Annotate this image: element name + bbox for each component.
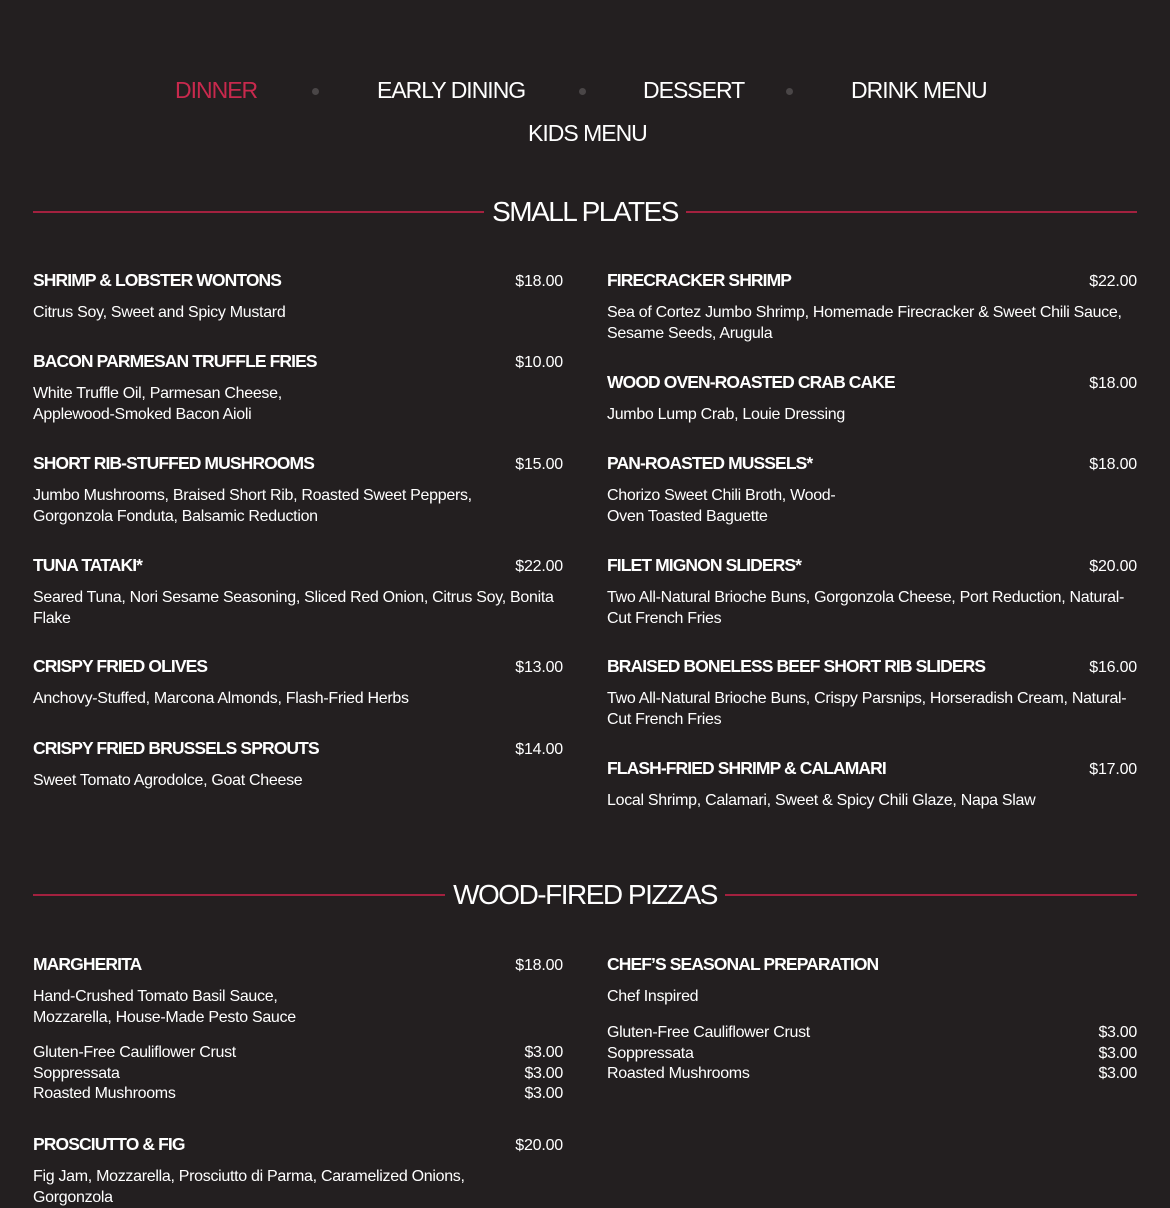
addon-row [33, 1084, 563, 1105]
addon-row [607, 1023, 1137, 1044]
item-description: Seared Tuna, Nori Sesame Seasoning, Sliced Red Onion, Citrus Soy, Bonita Flake [33, 589, 554, 627]
item-name: CRISPY FRIED OLIVES [33, 656, 208, 676]
item-price: $22.00 [515, 558, 563, 575]
addon-list [33, 1043, 563, 1105]
nav-separator-dot [786, 88, 793, 95]
item-price: $20.00 [1089, 558, 1137, 575]
menu-item [33, 270, 563, 324]
item-price: $17.00 [1089, 761, 1137, 778]
nav-dessert[interactable]: DESSERT [643, 77, 745, 103]
menu-item [33, 954, 563, 1028]
menu-item [607, 758, 1137, 812]
menu-item [607, 270, 1137, 344]
nav-dinner[interactable]: DINNER [175, 77, 258, 103]
item-name: CHEF’S SEASONAL PREPARATION [607, 954, 879, 974]
item-price: $14.00 [515, 741, 563, 758]
item-price: $22.00 [1089, 273, 1137, 290]
addon-label: Gluten-Free Cauliflower Crust [607, 1024, 810, 1041]
nav-early-dining[interactable]: EARLY DINING [377, 77, 526, 103]
menu-item [33, 1134, 563, 1208]
item-description: Two All-Natural Brioche Buns, Crispy Parsnips, Horseradish Cream, Natural-Cut French Fries [607, 690, 1127, 728]
item-description: Jumbo Lump Crab, Louie Dressing [607, 406, 845, 423]
addon-row [607, 1064, 1137, 1085]
item-name: PAN-ROASTED MUSSELS* [607, 453, 813, 473]
menu-item [607, 453, 1137, 527]
divider-line [33, 211, 484, 213]
menu-item [607, 656, 1137, 730]
item-name: FLASH-FRIED SHRIMP & CALAMARI [607, 758, 886, 778]
menu-item [33, 738, 563, 792]
menu-item [607, 555, 1137, 629]
item-description: Citrus Soy, Sweet and Spicy Mustard [33, 304, 286, 321]
item-name: FILET MIGNON SLIDERS* [607, 555, 802, 575]
menu-item [33, 555, 563, 629]
item-price: $13.00 [515, 659, 563, 676]
item-description: White Truffle Oil, Parmesan Cheese, Applewood-Smoked Bacon Aioli [33, 385, 282, 423]
item-description: Fig Jam, Mozzarella, Prosciutto di Parma, Caramelized Onions, Gorgonzola [33, 1168, 465, 1206]
item-price: $18.00 [1089, 375, 1137, 392]
addon-row [607, 1044, 1137, 1065]
item-description: Hand-Crushed Tomato Basil Sauce, Mozzarella, House-Made Pesto Sauce [33, 988, 296, 1026]
addon-price: $3.00 [524, 1085, 563, 1102]
item-price: $20.00 [515, 1137, 563, 1154]
item-description: Chorizo Sweet Chili Broth, Wood-Oven Toasted Baguette [607, 487, 836, 525]
addon-row [33, 1043, 563, 1064]
menu-item [607, 372, 1137, 426]
divider-line [686, 211, 1137, 213]
addon-price: $3.00 [524, 1044, 563, 1061]
item-description: Local Shrimp, Calamari, Sweet & Spicy Chili Glaze, Napa Slaw [607, 792, 1036, 809]
menu-item [33, 453, 563, 527]
item-name: WOOD OVEN-ROASTED CRAB CAKE [607, 372, 895, 392]
addon-price: $3.00 [1098, 1065, 1137, 1082]
nav-drink-menu[interactable]: DRINK MENU [851, 77, 987, 103]
addon-label: Gluten-Free Cauliflower Crust [33, 1044, 236, 1061]
item-name: TUNA TATAKI* [33, 555, 143, 575]
nav-kids-menu[interactable]: KIDS MENU [528, 120, 647, 146]
item-name: CRISPY FRIED BRUSSELS SPROUTS [33, 738, 319, 758]
menu-item [33, 351, 563, 425]
item-description: Anchovy-Stuffed, Marcona Almonds, Flash-Fried Herbs [33, 690, 409, 707]
item-name: MARGHERITA [33, 954, 142, 974]
addon-list [607, 1023, 1137, 1085]
addon-row [33, 1064, 563, 1085]
menu-item [607, 954, 1137, 1008]
item-price: $10.00 [515, 354, 563, 371]
menu-item [33, 656, 563, 710]
addon-label: Roasted Mushrooms [607, 1065, 750, 1082]
item-name: SHORT RIB-STUFFED MUSHROOMS [33, 453, 314, 473]
item-name: BRAISED BONELESS BEEF SHORT RIB SLIDERS [607, 656, 986, 676]
item-price: $18.00 [515, 957, 563, 974]
divider-line [33, 894, 445, 896]
nav-separator-dot [312, 88, 319, 95]
addon-price: $3.00 [524, 1064, 563, 1082]
section-header-wood-fired-pizzas [33, 879, 1137, 911]
addon-label: Soppressata [607, 1044, 694, 1062]
item-name: BACON PARMESAN TRUFFLE FRIES [33, 351, 317, 371]
item-price: $16.00 [1089, 659, 1137, 676]
item-price: $18.00 [1089, 456, 1137, 473]
addon-label: Roasted Mushrooms [33, 1085, 176, 1102]
item-description: Sweet Tomato Agrodolce, Goat Cheese [33, 772, 303, 789]
addon-price: $3.00 [1098, 1044, 1137, 1062]
section-header-small-plates [33, 196, 1137, 228]
section-title: SMALL PLATES [492, 196, 678, 227]
addon-label: Soppressata [33, 1064, 120, 1082]
item-description: Two All-Natural Brioche Buns, Gorgonzola Cheese, Port Reduction, Natural-Cut French Fries [607, 589, 1125, 627]
item-description: Chef Inspired [607, 988, 699, 1005]
item-name: SHRIMP & LOBSTER WONTONS [33, 270, 282, 290]
item-name: PROSCIUTTO & FIG [33, 1134, 185, 1154]
item-name: FIRECRACKER SHRIMP [607, 270, 792, 290]
item-price: $18.00 [515, 273, 563, 290]
item-description: Jumbo Mushrooms, Braised Short Rib, Roasted Sweet Peppers, Gorgonzola Fonduta, Balsamic Reduction [33, 487, 472, 525]
addon-price: $3.00 [1098, 1024, 1137, 1041]
item-price: $15.00 [515, 456, 563, 473]
section-title: WOOD-FIRED PIZZAS [453, 879, 717, 910]
nav-separator-dot [579, 88, 586, 95]
item-description: Sea of Cortez Jumbo Shrimp, Homemade Firecracker & Sweet Chili Sauce, Sesame Seeds, Arugula [607, 304, 1122, 342]
divider-line [725, 894, 1137, 896]
